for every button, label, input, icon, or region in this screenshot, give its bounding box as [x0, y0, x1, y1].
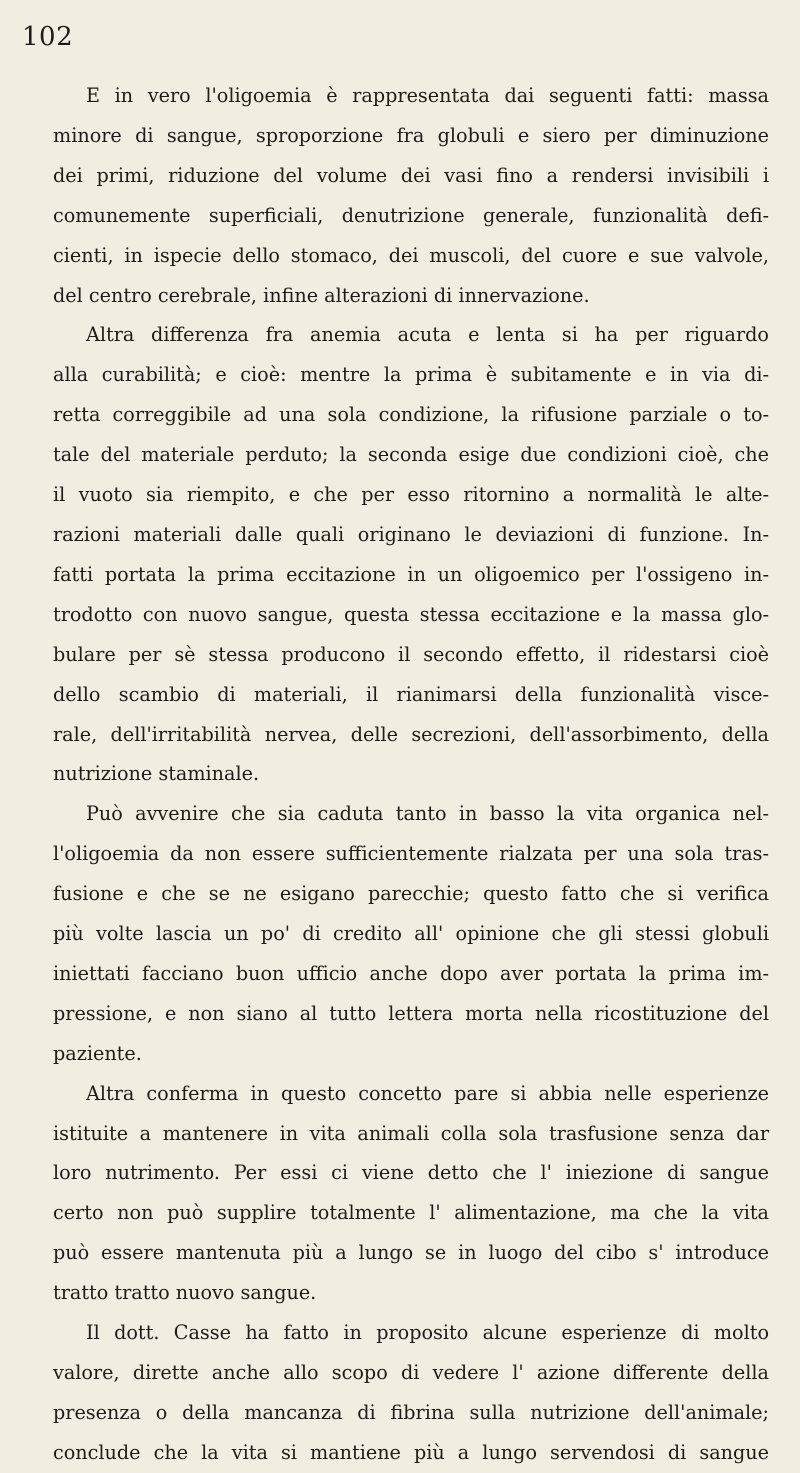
- text-line: bulare per sè stessa producono il secondo effetto, il ridestarsi cioè: [53, 642, 769, 666]
- text-line: iniettati facciano buon ufficio anche dopo aver portata la prima im-: [53, 961, 769, 985]
- text-line: nutrizione staminale.: [53, 762, 260, 786]
- text-line: trodotto con nuovo sangue, questa stessa eccitazione e la massa glo-: [53, 602, 769, 626]
- text-line: fusione e che se ne esigano parecchie; questo fatto che si verifica: [53, 882, 769, 906]
- text-line: cienti, in ispecie dello stomaco, dei muscoli, del cuore e sue valvole,: [53, 243, 769, 267]
- text-line: loro nutrimento. Per essi ci viene detto che l' iniezione di sangue: [53, 1161, 769, 1185]
- text-line: retta correggibile ad una sola condizione, la rifusione parziale o to-: [53, 403, 769, 427]
- text-line: razioni materiali dalle quali originano le deviazioni di funzione. In-: [53, 522, 769, 546]
- text-line: presenza o della mancanza di fibrina sulla nutrizione dell'animale;: [53, 1400, 769, 1424]
- text-line: tale del materiale perduto; la seconda esige due condizioni cioè, che: [53, 443, 769, 467]
- text-line: tratto tratto nuovo sangue.: [53, 1281, 317, 1305]
- text-line: il vuoto sia riempito, e che per esso ritornino a normalità le alte-: [53, 483, 769, 507]
- text-line: più volte lascia un po' di credito all' opinione che gli stessi globuli: [53, 922, 769, 946]
- text-line: E in vero l'oligoemia è rappresentata dai seguenti fatti: massa: [86, 84, 769, 107]
- text-line: Altra conferma in questo concetto pare si abbia nelle esperienze: [86, 1081, 769, 1105]
- text-line: dei primi, riduzione del volume dei vasi fino a rendersi invisibili i: [53, 163, 769, 187]
- page-number: 102: [22, 22, 74, 52]
- text-line: conclude che la vita si mantiene più a lungo servendosi di sangue: [53, 1440, 769, 1464]
- text-line: dello scambio di materiali, il rianimarsi della funzionalità visce-: [53, 682, 769, 706]
- text-line: rale, dell'irritabilità nervea, delle secrezioni, dell'assorbimento, della: [53, 722, 769, 746]
- body-text: [53, 76, 769, 1473]
- text-line: istituite a mantenere in vita animali colla sola trasfusione senza dar: [53, 1121, 769, 1145]
- text-line: può essere mantenuta più a lungo se in luogo del cibo s' introduce: [53, 1241, 769, 1265]
- text-line: Il dott. Casse ha fatto in proposito alcune esperienze di molto: [86, 1321, 769, 1345]
- text-line: del centro cerebrale, infine alterazioni di innervazione.: [53, 283, 590, 307]
- text-line: fatti portata la prima eccitazione in un oligoemico per l'ossigeno in-: [53, 562, 769, 586]
- text-line: comunemente superficiali, denutrizione generale, funzionalità defi-: [53, 203, 769, 227]
- text-line: certo non può supplire totalmente l' alimentazione, ma che la vita: [53, 1201, 769, 1225]
- text-line: pressione, e non siano al tutto lettera morta nella ricostituzione del: [53, 1001, 769, 1025]
- text-line: l'oligoemia da non essere sufficientemente rialzata per una sola tras-: [53, 842, 769, 866]
- text-line: valore, dirette anche allo scopo di vedere l' azione differente della: [53, 1361, 769, 1384]
- text-line: alla curabilità; e cioè: mentre la prima è subitamente e in via di-: [53, 363, 769, 387]
- text-line: Può avvenire che sia caduta tanto in basso la vita organica nel-: [86, 802, 769, 826]
- text-line: minore di sangue, sproporzione fra globuli e siero per diminuzione: [53, 123, 769, 147]
- text-line: Altra differenza fra anemia acuta e lenta si ha per riguardo: [86, 323, 769, 347]
- text-line: paziente.: [53, 1041, 142, 1065]
